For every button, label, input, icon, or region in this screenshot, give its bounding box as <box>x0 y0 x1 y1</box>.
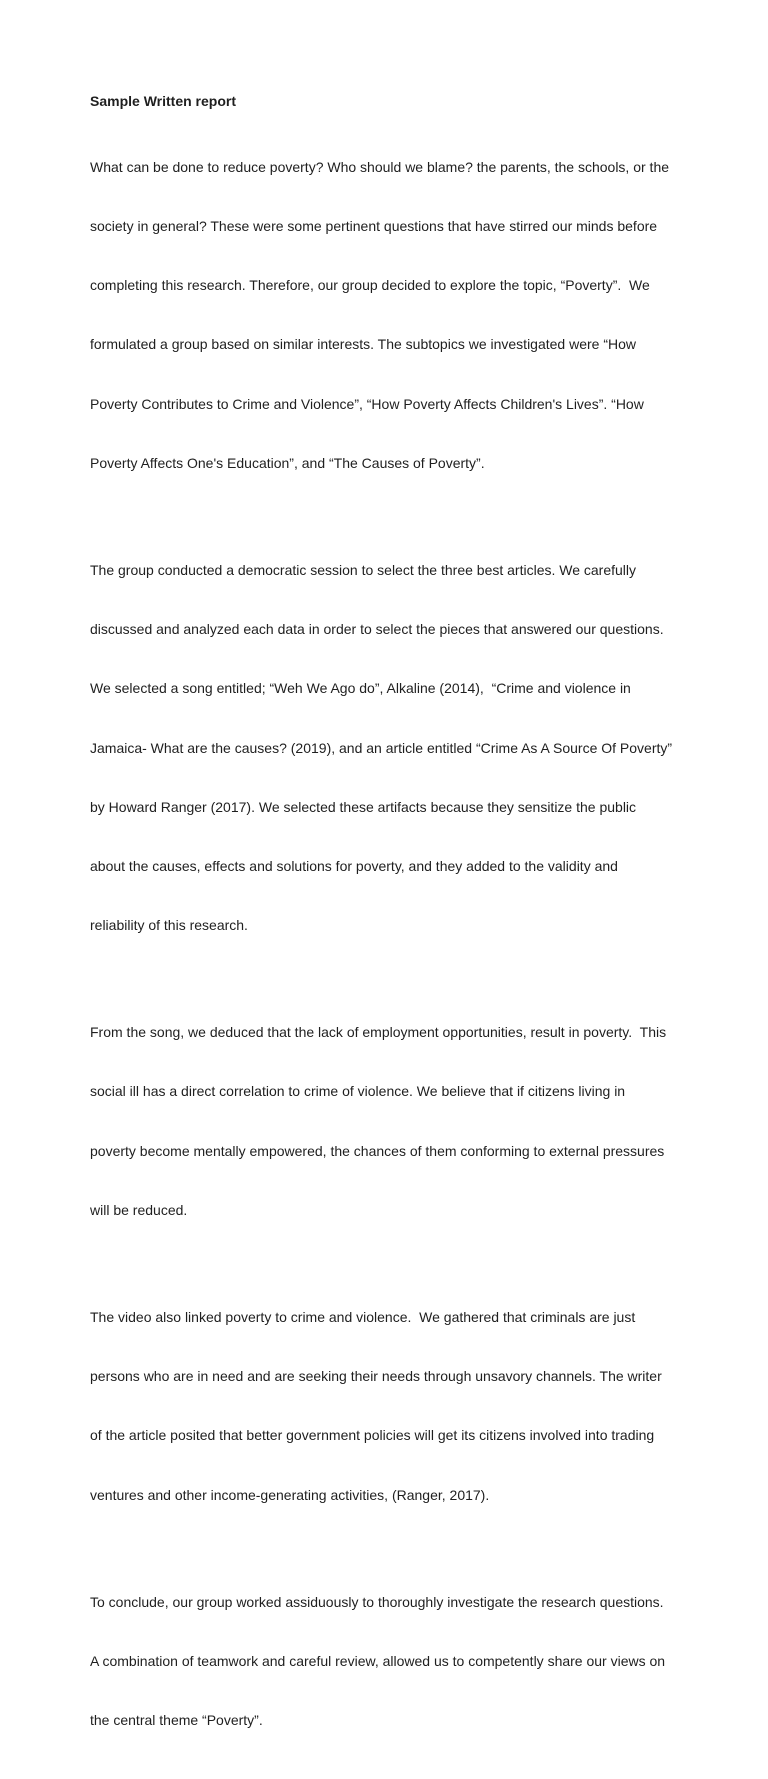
text-line: To conclude, our group worked assiduously to thoroughly investigate the research questions. <box>90 1594 664 1611</box>
text-line: What can be done to reduce poverty? Who should we blame? the parents, the schools, or the <box>90 159 670 176</box>
text-line: by Howard Ranger (2017). We selected these artifacts because they sensitize the public <box>90 798 637 815</box>
text-line: The video also linked poverty to crime and violence. We gathered that criminals are just <box>90 1309 636 1326</box>
text-line: social ill has a direct correlation to crime of violence. We believe that if citizens living in <box>90 1083 626 1100</box>
text-line: discussed and analyzed each data in order to select the pieces that answered our questions. <box>90 621 664 638</box>
paragraph-methods <box>90 522 680 975</box>
paragraph-song-findings <box>90 984 680 1260</box>
text-line: ventures and other income-generating activities, (Ranger, 2017). <box>90 1486 490 1503</box>
text-line: of the article posited that better government policies will get its citizens involved into trading <box>90 1427 655 1444</box>
text-line: the central theme “Poverty”. <box>90 1712 263 1729</box>
text-line: Poverty Affects One's Education”, and “The Causes of Poverty”. <box>90 454 485 471</box>
text-line: about the causes, effects and solutions for poverty, and they added to the validity and <box>90 857 618 874</box>
text-line: formulated a group based on similar interests. The subtopics we investigated were “How <box>90 336 637 353</box>
text-line: poverty become mentally empowered, the chances of them conforming to external pressures <box>90 1142 665 1159</box>
text-line: A combination of teamwork and careful review, allowed us to competently share our views on <box>90 1653 666 1670</box>
paragraph-video-findings <box>90 1269 680 1545</box>
text-line: society in general? These were some pertinent questions that have stirred our minds before <box>90 218 658 235</box>
document-title: Sample Written report <box>90 93 236 109</box>
text-line: The group conducted a democratic session to select the three best articles. We carefully <box>90 562 637 579</box>
text-line: will be reduced. <box>90 1201 188 1218</box>
text-line: Poverty Contributes to Crime and Violence”, “How Poverty Affects Children's Lives”. “How <box>90 395 644 412</box>
text-line: Jamaica- What are the causes? (2019), and an article entitled “Crime As A Source Of Poverty” <box>90 739 673 756</box>
text-line: persons who are in need and are seeking their needs through unsavory channels. The writer <box>90 1368 662 1385</box>
paragraph-conclusion <box>90 1554 680 1771</box>
document-body <box>90 92 680 1779</box>
text-line: reliability of this research. <box>90 916 248 933</box>
text-line: We selected a song entitled; “Weh We Ago do”, Alkaline (2014), “Crime and violence in <box>90 680 631 697</box>
text-line: completing this research. Therefore, our group decided to explore the topic, “Poverty”. We <box>90 277 650 294</box>
paragraph-intro <box>90 119 680 513</box>
text-line: From the song, we deduced that the lack of employment opportunities, result in poverty. This <box>90 1024 667 1041</box>
